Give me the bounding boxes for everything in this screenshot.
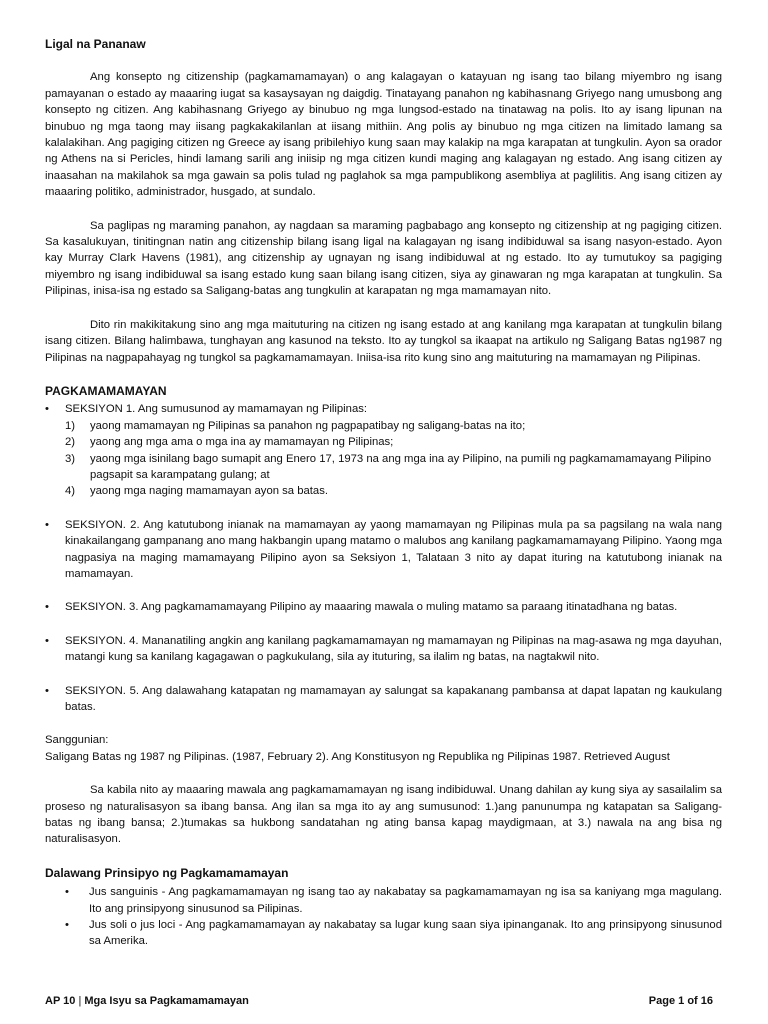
section-5-item: [45, 683, 722, 716]
reference-text: Saligang Batas ng 1987 ng Pilipinas. (1987, February 2). Ang Konstitusyon ng Republika ng Pilipinas 1987. Retrieved August: [45, 750, 670, 763]
principle-item-1: [45, 884, 722, 917]
sublist-text: yaong mga isinilang bago sumapit ang Enero 17, 1973 na ang mga ina ay Pilipino, na pumili ng pagkamamamayang Pilipino pagsapit sa karampatang gulang; at: [90, 452, 712, 481]
intro-paragraph-2: Sa paglipas ng maraming panahon, ay nagdaan sa maraming pagbabago ang konsepto ng citizenship at ng pagiging citizen. Sa kasalukuyan, tinitingnan natin ang citizenship bilang isang ligal na kalagayan ng isang indibiduwal sa isang nasyon-estado. Ayon kay Murray Clark Havens (1981), ang citizenship ay ugnayan ng isang indibiduwal at ng estado. Ito ay tumutukoy sa pagiging miyembro ng isang indibiduwal sa isang estado kung saan bilang isang citizen, siya ay ginawaran ng mga karapatan at tungkulin. Sa Pilipinas, inisa-isa ng estado sa Saligang-batas ang tungkulin at karapatan ng mga mamamayan nito.: [45, 219, 722, 298]
document-page: [45, 36, 722, 950]
section-4-text: SEKSIYON. 4. Mananatiling angkin ang kanilang pagkamamamayan ng mamamayan ng Pilipinas na mag-asawa ng mga dayuhan, matangi kung sa kanilang kagagawan o pagkukulang, sila ay ituturing, sa ilalim ng batas, na nagtakwil nito.: [65, 634, 722, 664]
principle-item-2: [45, 917, 722, 950]
section-1-sublist: [45, 418, 722, 500]
reference-label: Sanggunian:: [45, 734, 109, 747]
intro-paragraph-1: Ang konsepto ng citizenship (pagkamamamayan) o ang kalagayan o katayuan ng isang tao bilang miyembro ng isang pamayanan o estado ay maaaring iugat sa kasaysayan ng daigdig. Tinatayang panahon ng kabihasnang Griyego nang umusbong ang konsepto ng citizen. Ang kabihasnang Griyego ay binubuo ng mga lungsod-estado na tinatawag na polis. Ito ay isang lipunan na binubuo ng mga taong may iisang pagkakakilanlan at iisang mithiin. Ang polis ay binubuo ng mga citizen na limitado lamang sa kalalakihan. Ang pagiging citizen ng Greece ay isang pribilehiyo kung saan may kalakip na mga karapatan at tungkulin. Ayon sa orador ng Athens na si Pericles, hindi lamang sarili ang iniisip ng mga citizen kundi maging ang kalagayan ng estado. Ang isang citizen ay inaasahan na makilahok sa mga gawain sa polis tulad ng paglahok sa mga pampublikong asembliya at paglilitis. Ang isang citizen ay maaaring politiko, administrador, husgado, at sundalo.: [45, 71, 722, 199]
bullet-icon: •: [45, 403, 49, 416]
section-2-item: [45, 517, 722, 583]
reference-block: [45, 732, 722, 765]
sublist-number: 2): [65, 436, 76, 449]
section-1-text: SEKSIYON 1. Ang sumusunod ay mamamayan ng Pilipinas:: [65, 403, 368, 416]
page-title: Ligal na Pananaw: [45, 37, 146, 51]
section-4-item: [45, 633, 722, 666]
section-heading: PAGKAMAMAMAYAN: [45, 383, 167, 398]
sublist-number: 1): [65, 419, 76, 432]
intro-paragraph-3: Dito rin makikitakung sino ang mga maituturing na citizen ng isang estado at ang kanilang mga karapatan at tungkulin bilang isang citizen. Bilang halimbawa, tunghayan ang kasunod na teksto. Ito ay tungkol sa ikaapat na artikulo ng Saligang Batas ng1987 ng Pilipinas na nagpapahayag ng tungkol sa pagkamamamayan. Iniisa-isa rito kung sino ang maituturing na mamamayan ng Pilipinas.: [45, 318, 722, 364]
sublist-item-4: [65, 483, 722, 499]
sublist-text: yaong ang mga ama o mga ina ay mamamayan ng Pilipinas;: [90, 436, 394, 449]
section-1-item: [45, 401, 722, 417]
section-3-text: SEKSIYON. 3. Ang pagkamamamayang Pilipino ay maaaring mawala o muling matamo sa paraang itinatadhana ng batas.: [65, 601, 678, 614]
principle-text: Jus sanguinis - Ang pagkamamamayan ng isang tao ay nakabatay sa pagkamamamayan ng isa sa kaniyang mga magulang. Ito ang prinsipyong sinusunod sa Pilipinas.: [89, 886, 722, 915]
page-footer: [45, 995, 713, 1007]
sublist-item-1: [65, 418, 722, 434]
bullet-icon: •: [45, 601, 49, 614]
footer-course: AP 10: [45, 995, 76, 1007]
sublist-text: yaong mamamayan ng Pilipinas sa panahon ng pagpapatibay ng saligang-batas na ito;: [90, 419, 526, 432]
footer-separator: |: [78, 995, 82, 1007]
bullet-icon: •: [45, 634, 49, 647]
bullet-icon: •: [65, 886, 69, 899]
section-3-item: [45, 599, 722, 615]
sublist-number: 3): [65, 452, 76, 465]
sublist-text: yaong mga naging mamamayan ayon sa batas.: [90, 485, 329, 498]
bullet-icon: •: [65, 919, 69, 932]
footer-left: [45, 995, 249, 1007]
principles-heading: Dalawang Prinsipyo ng Pagkamamamayan: [45, 865, 289, 880]
sublist-number: 4): [65, 485, 76, 498]
principle-text: Jus soli o jus loci - Ang pagkamamamayan ay nakabatay sa lugar kung saan siya ipinanganak. Ito ang prinsipyong sinusunod sa Amerika.: [89, 919, 722, 948]
loss-paragraph: Sa kabila nito ay maaaring mawala ang pagkamamamayan ng isang indibiduwal. Unang dahilan ay kung siya ay sasailalim sa proseso ng naturalisasyon sa ibang bansa. Ang ilan sa mga ito ay ang sumusunod: 1.)ang panunumpa ng katapatan sa Saligang- batas ng ibang bansa; 2.)tumakas sa hukbong sandatahan ng ating bansa kapag maydigmaan, at 3.) nawala na ang bisa ng naturalisasyon.: [45, 784, 722, 846]
bullet-icon: •: [45, 518, 49, 531]
section-5-text: SEKSIYON. 5. Ang dalawahang katapatan ng mamamayan ay salungat sa kapakanang pambansa at dapat lapatan ng kaukulang batas.: [65, 684, 722, 713]
sublist-item-3: [65, 451, 722, 484]
section-2-text: SEKSIYON. 2. Ang katutubong inianak na mamamayan ay yaong mamamayan ng Pilipinas mula pa sa pagsilang na wala nang kinakailangang gampanang ano mang hakbangin upang matamo o malubos ang kanilang pagkamamamayang Pilipino. Yaong mga nagpasiya na maging mamamayang Pilipino ayon sa Seksiyon 1, Talataan 3 nito ay dapat ituring na katutubong inianak na mamamayan.: [65, 518, 722, 580]
footer-subject: Mga Isyu sa Pagkamamamayan: [84, 995, 249, 1007]
bullet-icon: •: [45, 684, 49, 697]
sublist-item-2: [65, 434, 722, 450]
footer-page-number: Page 1 of 16: [648, 995, 713, 1007]
